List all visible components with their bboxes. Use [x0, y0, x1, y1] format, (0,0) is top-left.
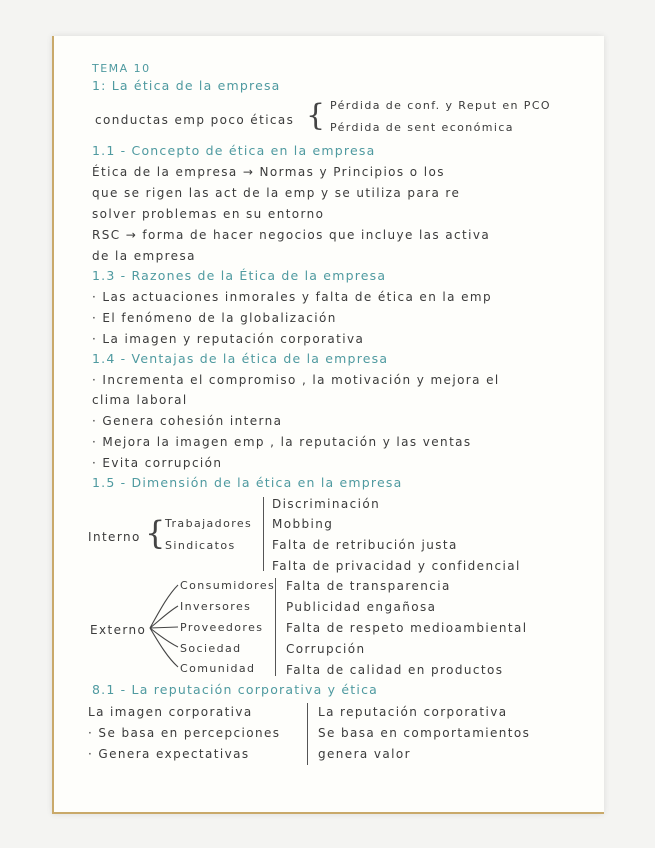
externo-group: Comunidad: [180, 662, 256, 675]
interno-group: Sindicatos: [165, 539, 236, 552]
externo-issue: Publicidad engañosa: [286, 600, 437, 614]
interno-issue: Falta de retribución justa: [272, 538, 458, 552]
concepto-line: de la empresa: [92, 249, 196, 263]
interno-issue: Falta de privacidad y confidencial: [272, 559, 521, 573]
externo-group: Consumidores: [180, 579, 276, 592]
externo-issue: Falta de respeto medioambiental: [286, 621, 528, 635]
reputacion-item: Se basa en comportamientos: [318, 726, 531, 740]
interno-label: Interno: [88, 530, 141, 544]
imagen-item: · Genera expectativas: [88, 747, 250, 761]
section-8-1-heading: 8.1 - La reputación corporativa y ética: [92, 682, 379, 697]
concepto-line: que se rigen las act de la emp y se utiliza para re: [92, 186, 461, 200]
externo-group: Sociedad: [180, 642, 242, 655]
externo-issue: Falta de calidad en productos: [286, 663, 504, 677]
interno-group: Trabajadores: [165, 517, 253, 530]
externo-label: Externo: [90, 623, 147, 637]
conductas-item: Pérdida de sent económica: [330, 121, 514, 134]
reputacion-item: genera valor: [318, 747, 411, 761]
section-1-4-heading: 1.4 - Ventajas de la ética de la empresa: [92, 351, 389, 366]
razones-item: · Las actuaciones inmorales y falta de ética en la emp: [92, 290, 493, 304]
externo-group: Proveedores: [180, 621, 264, 634]
interno-issue: Mobbing: [272, 517, 334, 531]
concepto-line: RSC → forma de hacer negocios que incluye las activa: [92, 228, 491, 242]
interno-brace: {: [145, 514, 166, 552]
imagen-item: La imagen corporativa: [88, 705, 253, 719]
conductas-brace: {: [306, 98, 326, 133]
interno-issue: Discriminación: [272, 497, 381, 511]
externo-group: Inversores: [180, 600, 252, 613]
section-1-5-heading: 1.5 - Dimensión de la ética en la empresa: [92, 475, 403, 490]
ventajas-item: · Incrementa el compromiso , la motivación y mejora el: [92, 373, 500, 387]
concepto-line: Ética de la empresa → Normas y Principios o los: [92, 165, 445, 179]
concepto-line: solver problemas en su entorno: [92, 207, 325, 221]
razones-item: · La imagen y reputación corporativa: [92, 332, 365, 346]
section-1-3-heading: 1.3 - Razones de la Ética de la empresa: [92, 268, 387, 283]
tema-label: TEMA 10: [92, 62, 151, 75]
ventajas-item: clima laboral: [92, 393, 188, 407]
ventajas-item: · Evita corrupción: [92, 456, 223, 470]
externo-issue: Corrupción: [286, 642, 366, 656]
section-1-heading: 1: La ética de la empresa: [92, 78, 281, 93]
reputacion-item: La reputación corporativa: [318, 705, 508, 719]
externo-issue: Falta de transparencia: [286, 579, 451, 593]
externo-divider: [275, 578, 276, 676]
ventajas-item: · Mejora la imagen emp , la reputación y las ventas: [92, 435, 472, 449]
razones-item: · El fenómeno de la globalización: [92, 311, 337, 325]
comparacion-divider: [307, 703, 308, 765]
conductas-label: conductas emp poco éticas: [95, 113, 295, 127]
section-1-1-heading: 1.1 - Concepto de ética en la empresa: [92, 143, 376, 158]
imagen-item: · Se basa en percepciones: [88, 726, 281, 740]
conductas-item: Pérdida de conf. y Reput en PCO: [330, 99, 551, 112]
ventajas-item: · Genera cohesión interna: [92, 414, 283, 428]
